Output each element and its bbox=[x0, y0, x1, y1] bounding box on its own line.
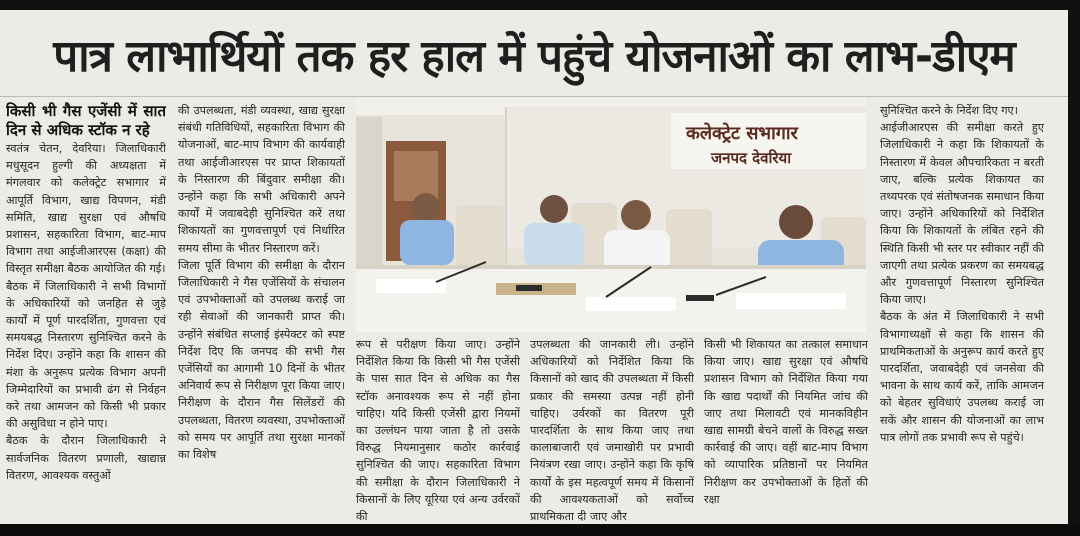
subheadline: किसी भी गैस एजेंसी में सात दिन से अधिक स्टॉक न रहे bbox=[6, 102, 166, 139]
paragraph: बैठक के दौरान जिलाधिकारी ने सार्वजनिक वितरण प्रणाली, खाद्यान्न वितरण, आवश्यक वस्तुओं bbox=[6, 434, 166, 482]
article-column-2 bbox=[178, 102, 345, 522]
paragraph: आईजीआरएस की समीक्षा करते हुए जिलाधिकारी ने कहा कि शिकायतों के निस्तारण में केवल औपचारिकता न बरती जाए, बल्कि प्रत्येक शिकायत का तथ्यपरक एवं संतोषजनक समाधान किया जाए। उन्होंने अधिकारियों को निर्देशित किया कि शिकायतों के लंबित रहने की स्थिति किसी भी स्तर पर स्वीकार नहीं की जाएगी तथा प्रत्येक प्रकरण का समयबद्ध और गुणवत्तापूर्ण निस्तारण सुनिश्चित किया जाए। bbox=[880, 121, 1044, 307]
meeting-photo-illustration bbox=[356, 97, 866, 332]
signboard-text-line2: जनपद देवरिया bbox=[711, 149, 792, 167]
article-column-6 bbox=[880, 102, 1044, 522]
paragraph: उपलब्धता की जानकारी ली। उन्होंने अधिकारियों को निर्देशित किया कि किसानों को खाद की उपलब्धता में किसी प्रकार की समस्या उत्पन्न नहीं होनी चाहिए। उर्वरकों का वितरण पूरी पारदर्शिता के साथ किया जाए तथा कालाबाजारी एवं जमाखोरी पर प्रभावी नियंत्रण रखा जाए। उन्होंने कहा कि कृषि कार्यों के इस महत्वपूर्ण समय में किसानों की आवश्यकताओं को सर्वोच्च प्राथमिकता दी जाए और bbox=[530, 338, 694, 524]
newspaper-page bbox=[0, 10, 1068, 524]
news-photo bbox=[356, 97, 866, 332]
signboard-text-line1: कलेक्ट्रेट सभागार bbox=[686, 123, 798, 144]
paragraph: किसी भी शिकायत का तत्काल समाधान किया जाए। खाद्य सुरक्षा एवं औषधि प्रशासन विभाग को निर्देशित किया गया कि खाद्य पदार्थों की नियमित जांच की जाए तथा मिलावटी एवं मानकविहीन खाद्य सामग्री बेचने वालों के विरुद्ध सख्त कार्रवाई की जाए। वहीं बाट-माप विभाग को व्यापारिक प्रतिष्ठानों पर नियमित निरीक्षण कर उपभोक्ताओं के हितों की रक्षा bbox=[704, 338, 868, 506]
article-column-3 bbox=[356, 336, 520, 524]
article-column-4 bbox=[530, 336, 694, 524]
paragraph: की उपलब्धता, मंडी व्यवस्था, खाद्य सुरक्षा संबंधी गतिविधियों, सहकारिता विभाग की योजनाओं, बाट-माप विभाग की कार्यवाही तथा आईजीआरएस पर प्राप्त शिकायतों के निस्तारण की बिंदुवार समीक्षा की। उन्होंने कहा कि सभी अधिकारी अपने कार्यों में जवाबदेही सुनिश्चित करें तथा शिकायतों का गुणवत्तापूर्ण एवं निर्धारित समय सीमा के भीतर निस्तारण करें। bbox=[178, 104, 345, 255]
article-column-5 bbox=[704, 336, 868, 524]
paragraph: सुनिश्चित करने के निर्देश दिए गए। bbox=[880, 104, 1018, 117]
paragraph: रूप से परीक्षण किया जाए। उन्होंने निर्देशित किया कि किसी भी गैस एजेंसी के पास सात दिन से अधिक का गैस स्टॉक अनावश्यक रूप से नहीं होना चाहिए। यदि किसी एजेंसी द्वारा नियमों का उल्लंघन पाया जाता है तो उसके विरुद्ध नियमानुसार कठोर कार्रवाई सुनिश्चित की जाए। सहकारिता विभाग की समीक्षा के दौरान जिलाधिकारी ने किसानों के लिए यूरिया एवं अन्य उर्वरकों की bbox=[356, 338, 520, 524]
paragraph: जिला पूर्ति विभाग की समीक्षा के दौरान जिलाधिकारी ने गैस एजेंसियों के संचालन एवं उपभोक्ताओं को उपलब्ध कराई जा रही सेवाओं की जानकारी प्राप्त की। उन्होंने संबंधित सप्लाई इंस्पेक्टर को स्पष्ट निर्देश दिए कि जनपद की सभी गैस एजेंसियों का आगामी 10 दिनों के भीतर अनिवार्य रूप से निरीक्षण पूरा किया जाए। निरीक्षण के दौरान गैस सिलेंडरों की उपलब्धता, वितरण व्यवस्था, उपभोक्ताओं को समय पर आपूर्ति तथा सुरक्षा मानकों का विशेष bbox=[178, 258, 345, 462]
article-column-1 bbox=[6, 102, 166, 522]
headline: पात्र लाभार्थियों तक हर हाल में पहुंचे योजनाओं का लाभ-डीएम bbox=[53, 31, 1015, 82]
bottom-border bbox=[0, 524, 1080, 536]
paragraph: स्वतंत्र चेतन, देवरिया। जिलाधिकारी मधुसूदन हुल्गी की अध्यक्षता में मंगलवार को कलेक्ट्रेट सभागार में आपूर्ति विभाग, खाद्य विपणन, मंडी समिति, खाद्य सुरक्षा एवं औषधि प्रशासन, सहकारिता विभाग, बाट-माप विभाग तथा आईजीआरएस (कक्षा) की विस्तृत समीक्षा बैठक आयोजित की गई। bbox=[6, 142, 166, 276]
paragraph: बैठक के अंत में जिलाधिकारी ने सभी विभागाध्यक्षों से कहा कि शासन की प्राथमिकताओं के अनुरूप कार्य करते हुए पारदर्शिता, जवाबदेही एवं जनसेवा की भावना के साथ कार्य करें, ताकि आमजन को बेहतर सुविधाएं उपलब्ध कराई जा सकें और शासन की योजनाओं का लाभ पात्र लोगों तक प्रभावी रूप से पहुंचे। bbox=[880, 310, 1044, 444]
paragraph: बैठक में जिलाधिकारी ने सभी विभागों के अधिकारियों को जनहित से जुड़े कार्यों में पूर्ण पारदर्शिता, गुणवत्ता एवं समयबद्ध निस्तारण सुनिश्चित करने के निर्देश दिए। उन्होंने कहा कि शासन की मंशा के अनुरूप प्रत्येक विभाग अपनी जिम्मेदारियों का प्रभावी ढंग से निर्वहन करे तथा आमजन को किसी भी प्रकार की असुविधा न होने पाए। bbox=[6, 279, 166, 431]
